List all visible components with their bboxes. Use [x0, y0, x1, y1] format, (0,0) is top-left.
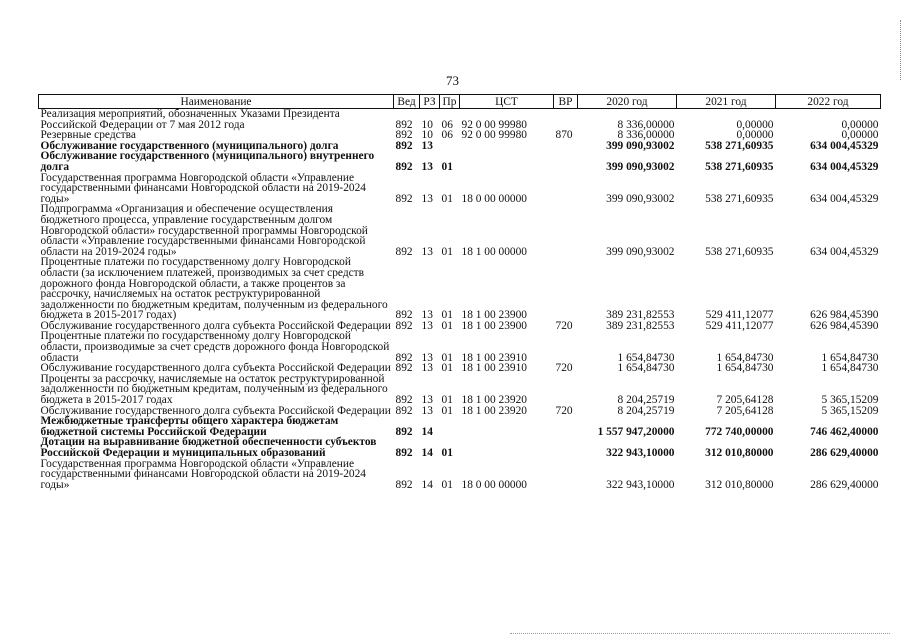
- table-row: [39, 416, 881, 437]
- row-cst: 18 1 00 23910: [461, 362, 527, 375]
- row-value-2020: 1 654,84730: [617, 351, 675, 364]
- row-value-2020: 8 336,00000: [617, 118, 675, 131]
- row-value-2022: 634 004,45329: [810, 160, 879, 173]
- row-value-2022: 0,00000: [841, 118, 879, 131]
- col-header-cst: ЦСТ: [460, 95, 554, 109]
- row-cst: [460, 437, 554, 458]
- row-rz: 13: [421, 394, 433, 407]
- row-value-2020: 322 943,10000: [606, 478, 675, 491]
- row-value-2021: 529 411,12077: [705, 319, 774, 332]
- row-ved: 892: [395, 129, 413, 142]
- row-name: Процентные платежи по государственному долгу Новгородской области (за исключением платежей, производимых за счет средств дорожного фонда Новгородской области, а также процентов за рассрочку, начисляемых на остаток реструктурированной задолженности по бюджетным кредитам, полученным из федерального бюджета в 2015-2017 годах): [40, 256, 388, 322]
- row-rz: 13: [421, 192, 433, 205]
- row-value-2020: 1 557 947,20000: [597, 425, 675, 438]
- row-rz: 14: [421, 478, 433, 491]
- row-vr: [554, 437, 578, 458]
- row-vr: [554, 151, 578, 172]
- row-ved: 892: [395, 319, 413, 332]
- row-pr: 01: [441, 447, 453, 459]
- row-vr: [554, 331, 578, 363]
- row-vr: 720: [555, 362, 573, 375]
- row-value-2020: 8 204,25719: [617, 394, 675, 407]
- row-vr: [554, 173, 578, 205]
- table-row: [39, 204, 881, 257]
- row-rz: 13: [421, 362, 433, 375]
- row-cst: 18 1 00 23900: [461, 319, 527, 332]
- row-value-2021: 1 654,84730: [716, 351, 774, 364]
- row-name: Проценты за рассрочку, начисляемые на остаток реструктурированной задолженности по бюджетным кредитам, полученным из федерального бюджета в 2015-2017 годах: [40, 372, 388, 407]
- row-vr: [554, 109, 578, 131]
- table-row: [39, 173, 881, 205]
- row-ved: 892: [395, 404, 413, 417]
- row-value-2021: 7 205,64128: [716, 394, 774, 407]
- row-rz: 13: [421, 404, 433, 417]
- row-name: Процентные платежи по государственному долгу Новгородской области, производимые за счет средств дорожного фонда Новгородской области: [40, 330, 390, 364]
- row-pr: 01: [441, 245, 453, 258]
- row-value-2021: 538 271,60935: [705, 192, 774, 205]
- table-header-row: [39, 95, 881, 109]
- row-value-2020: 389 231,82553: [606, 309, 675, 322]
- row-rz: 13: [421, 309, 433, 322]
- row-value-2022: 5 365,15209: [821, 394, 879, 407]
- row-name: Обслуживание государственного (муниципального) долга: [40, 139, 339, 152]
- col-header-2021: 2021 год: [677, 95, 776, 109]
- row-value-2022: 286 629,40000: [810, 447, 879, 459]
- row-value-2021: 538 271,60935: [705, 160, 774, 173]
- row-value-2022: 626 984,45390: [810, 309, 879, 322]
- row-value-2020: 389 231,82553: [606, 319, 675, 332]
- row-name: Обслуживание государственного долга субъекта Российской Федерации: [40, 319, 391, 332]
- row-value-2020: 8 204,25719: [617, 404, 675, 417]
- row-value-2020: 399 090,93002: [606, 160, 675, 173]
- row-ved: 892: [395, 447, 413, 459]
- col-header-name: Наименование: [39, 95, 394, 109]
- row-rz: 13: [421, 160, 433, 173]
- row-cst: 18 1 00 23920: [461, 394, 527, 407]
- row-cst: [460, 416, 554, 437]
- row-pr: 06: [441, 129, 453, 142]
- row-value-2021: 312 010,80000: [705, 478, 774, 491]
- row-cst: 18 1 00 00000: [461, 245, 527, 258]
- row-vr: 720: [555, 404, 573, 417]
- row-vr: [554, 257, 578, 321]
- row-value-2021: 538 271,60935: [705, 245, 774, 258]
- row-name: Обслуживание государственного долга субъекта Российской Федерации: [40, 404, 391, 417]
- table-row: [39, 151, 881, 172]
- row-value-2022: 0,00000: [841, 129, 879, 142]
- row-pr: 01: [441, 351, 453, 364]
- row-rz: 14: [421, 425, 433, 438]
- row-ved: 892: [395, 118, 413, 131]
- row-value-2022: 634 004,45329: [810, 139, 879, 152]
- row-cst: 92 0 00 99980: [461, 118, 527, 131]
- row-pr: 01: [441, 404, 453, 417]
- table-row: [39, 459, 881, 491]
- row-ved: 892: [395, 139, 413, 152]
- row-cst: 18 0 00 00000: [461, 192, 527, 205]
- table-row: [39, 109, 881, 131]
- table-row: [39, 257, 881, 321]
- row-value-2021: 0,00000: [736, 129, 774, 142]
- scan-edge-mark: [900, 20, 903, 80]
- row-value-2021: 7 205,64128: [716, 404, 774, 417]
- row-rz: 13: [421, 351, 433, 364]
- row-rz: 13: [421, 139, 433, 152]
- row-value-2021: 772 740,00000: [705, 425, 774, 438]
- scan-artifact-line: [510, 633, 890, 634]
- row-pr: 01: [441, 160, 453, 173]
- row-vr: [554, 374, 578, 406]
- row-value-2021: 312 010,80000: [705, 447, 774, 459]
- row-value-2021: 0,00000: [736, 118, 774, 131]
- row-value-2022: 634 004,45329: [810, 192, 879, 205]
- col-header-ved: Вед: [394, 95, 420, 109]
- row-ved: 892: [395, 425, 413, 438]
- table-row: [39, 437, 881, 458]
- row-pr: [440, 416, 460, 437]
- row-value-2021: 538 271,60935: [705, 139, 774, 152]
- row-vr: [554, 141, 578, 152]
- row-name: Обслуживание государственного (муниципального) внутреннего долга: [40, 150, 375, 173]
- row-name: Межбюджетные трансферты общего характера бюджетам бюджетной системы Российской Федерации: [40, 415, 339, 438]
- row-name: Дотации на выравнивание бюджетной обеспеченности субъектов Российской Федерации и муниципальных образований: [40, 436, 377, 459]
- row-vr: 720: [555, 319, 573, 332]
- row-vr: [554, 204, 578, 257]
- row-value-2020: 399 090,93002: [606, 139, 675, 152]
- row-cst: 18 0 00 00000: [461, 478, 527, 491]
- row-name: Резервные средства: [40, 129, 136, 142]
- row-pr: 01: [441, 362, 453, 375]
- row-pr: 01: [441, 394, 453, 407]
- row-ved: 892: [395, 245, 413, 258]
- row-rz: 10: [421, 129, 433, 142]
- row-value-2022: 1 654,84730: [821, 351, 879, 364]
- row-value-2022: 626 984,45390: [810, 319, 879, 332]
- row-value-2020: 1 654,84730: [617, 362, 675, 375]
- row-value-2022: 286 629,40000: [810, 478, 879, 491]
- row-value-2022: 1 654,84730: [821, 362, 879, 375]
- row-cst: [460, 151, 554, 172]
- row-pr: 01: [441, 192, 453, 205]
- row-ved: 892: [395, 160, 413, 173]
- row-pr: 01: [441, 309, 453, 322]
- row-pr: 01: [441, 478, 453, 491]
- row-ved: 892: [395, 362, 413, 375]
- row-cst: 92 0 00 99980: [461, 129, 527, 142]
- row-vr: [554, 416, 578, 437]
- row-cst: 18 1 00 23920: [461, 404, 527, 417]
- row-pr: 01: [441, 319, 453, 332]
- row-name: Государственная программа Новгородской области «Управление государственными финансами Новгородской области на 2019-2024 годы»: [40, 171, 366, 205]
- row-rz: 13: [421, 245, 433, 258]
- col-header-rz: РЗ: [420, 95, 440, 109]
- row-pr: 06: [441, 118, 453, 131]
- row-name: Реализация мероприятий, обозначенных Указами Президента Российской Федерации от 7 мая 2012 года: [40, 108, 340, 131]
- row-ved: 892: [395, 309, 413, 322]
- row-name: Подпрограмма «Организация и обеспечение осуществления бюджетного процесса, управление государственным долгом Новгородской области» государственной программы Новгородской области «Управление государственными финансами Новгородской области на 2019-2024 годы»: [40, 203, 368, 258]
- row-name: Государственная программа Новгородской области «Управление государственными финансами Новгородской области на 2019-2024 годы»: [40, 457, 366, 491]
- row-value-2022: 746 462,40000: [810, 425, 879, 438]
- col-header-2020: 2020 год: [578, 95, 677, 109]
- col-header-vr: ВР: [554, 95, 578, 109]
- table-row: [39, 331, 881, 363]
- row-value-2021: 529 411,12077: [705, 309, 774, 322]
- row-cst: [460, 141, 554, 152]
- row-vr: 870: [555, 129, 573, 142]
- row-ved: 892: [395, 351, 413, 364]
- row-cst: 18 1 00 23900: [461, 309, 527, 322]
- row-rz: 13: [421, 319, 433, 332]
- row-value-2020: 399 090,93002: [606, 245, 675, 258]
- col-header-pr: Пр: [440, 95, 460, 109]
- row-value-2020: 8 336,00000: [617, 129, 675, 142]
- col-header-2022: 2022 год: [776, 95, 881, 109]
- row-vr: [554, 459, 578, 491]
- row-pr: [440, 141, 460, 152]
- row-value-2022: 5 365,15209: [821, 404, 879, 417]
- page-number: 73: [446, 73, 459, 88]
- row-rz: 14: [421, 447, 433, 459]
- row-ved: 892: [395, 192, 413, 205]
- row-ved: 892: [395, 394, 413, 407]
- row-value-2020: 399 090,93002: [606, 192, 675, 205]
- row-cst: 18 1 00 23910: [461, 351, 527, 364]
- row-rz: 10: [421, 118, 433, 131]
- table-row: [39, 374, 881, 406]
- row-value-2021: 1 654,84730: [716, 362, 774, 375]
- budget-table: [38, 94, 881, 490]
- row-value-2020: 322 943,10000: [606, 447, 675, 459]
- row-name: Обслуживание государственного долга субъекта Российской Федерации: [40, 362, 391, 375]
- row-ved: 892: [395, 478, 413, 491]
- row-value-2022: 634 004,45329: [810, 245, 879, 258]
